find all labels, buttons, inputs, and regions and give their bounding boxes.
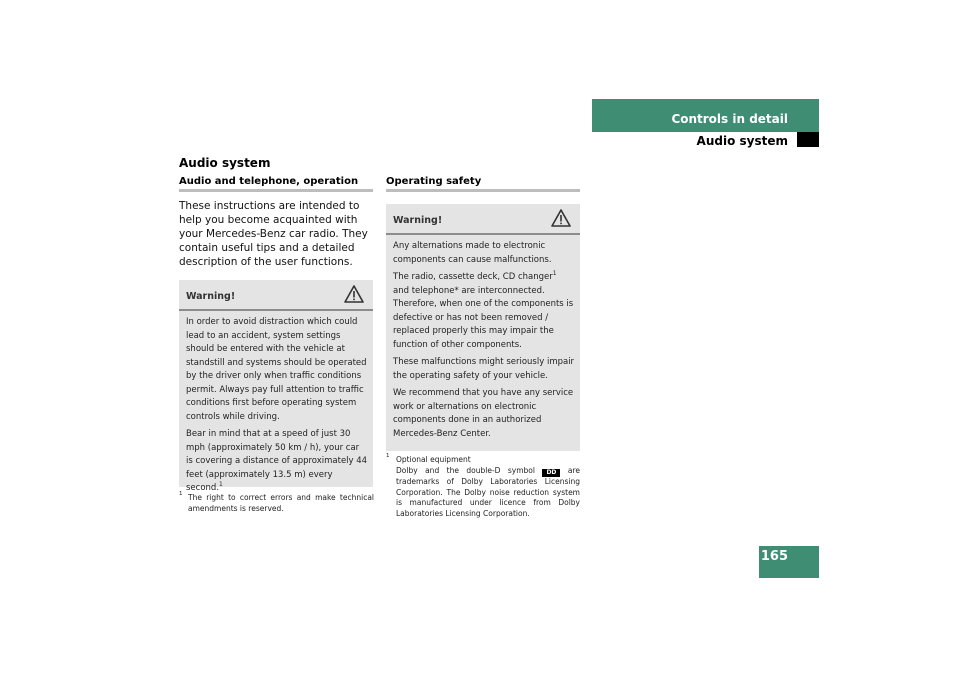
warning-title: Warning! xyxy=(393,215,443,226)
chapter-subtitle: Audio system xyxy=(696,134,788,148)
left-subhead: Audio and telephone, operation xyxy=(179,176,359,187)
warning-title: Warning! xyxy=(186,291,236,302)
right-warning-box xyxy=(386,204,580,451)
warning-header xyxy=(386,204,580,235)
warning-triangle-icon xyxy=(344,285,364,303)
left-warning-box xyxy=(179,280,373,493)
warning-paragraph-text: and telephone* are interconnected. Therefore, when one of the components is defective or has not been removed / replaced properly this may impair the function of other components. xyxy=(393,285,574,350)
warning-body xyxy=(393,240,575,445)
warning-triangle-icon xyxy=(551,209,571,227)
footnote-ref: 1 xyxy=(552,270,557,278)
footnote-text: are trademarks of Dolby Laboratories Licensing Corporation. The Dolby noise reduction system is manufactured under licence from Dolby Laboratories Licensing Corporation. xyxy=(396,466,580,518)
header-marker xyxy=(797,132,819,147)
warning-paragraph-text: The radio, cassette deck, CD changer xyxy=(393,272,553,282)
warning-paragraph: In order to avoid distraction which could lead to an accident, system settings should be entered with the vehicle at standstill and systems should be operated by the driver only when traffic conditions permit. Always pay full attention to traffic conditions first before operating system controls while driving. xyxy=(186,317,367,422)
section-title: Audio system xyxy=(179,156,271,170)
warning-paragraph: We recommend that you have any service work or alternations on electronic components done in an authorized Mercedes-Benz Center. xyxy=(393,388,574,439)
warning-body xyxy=(186,316,368,500)
page-number: 165 xyxy=(760,549,788,564)
warning-paragraph: These malfunctions might seriously impair the operating safety of your vehicle. xyxy=(393,357,575,381)
dolby-dd-symbol: DD xyxy=(542,469,560,477)
right-footnote xyxy=(396,466,580,519)
footnote-text: Dolby and the double-D symbol xyxy=(396,466,543,475)
footnote-mark: 1 xyxy=(386,453,390,459)
right-footnote-line1: Optional equipment xyxy=(396,455,471,464)
left-footnote: The right to correct errors and make technical amendments is reserved. xyxy=(188,493,374,513)
right-subhead: Operating safety xyxy=(386,176,482,187)
warning-paragraph-text: Bear in mind that at a speed of just 30 mph (approximately 50 km / h), your car is covering a distance of approximately 44 feet (approximately 13.5 m) every second. xyxy=(186,429,368,493)
chapter-title: Controls in detail xyxy=(671,112,788,126)
warning-header xyxy=(179,280,373,311)
left-subhead-rule xyxy=(179,189,373,192)
warning-paragraph xyxy=(393,271,575,352)
footnote-mark: 1 xyxy=(179,491,183,497)
right-subhead-rule xyxy=(386,189,580,192)
footnote-ref: 1 xyxy=(219,481,223,489)
warning-paragraph: Any alternations made to electronic components can cause malfunctions. xyxy=(393,241,552,265)
intro-paragraph: These instructions are intended to help you become acquainted with your Mercedes-Benz car radio. They contain useful tips and a detailed description of the user functions. xyxy=(179,200,368,268)
warning-paragraph xyxy=(186,428,368,496)
